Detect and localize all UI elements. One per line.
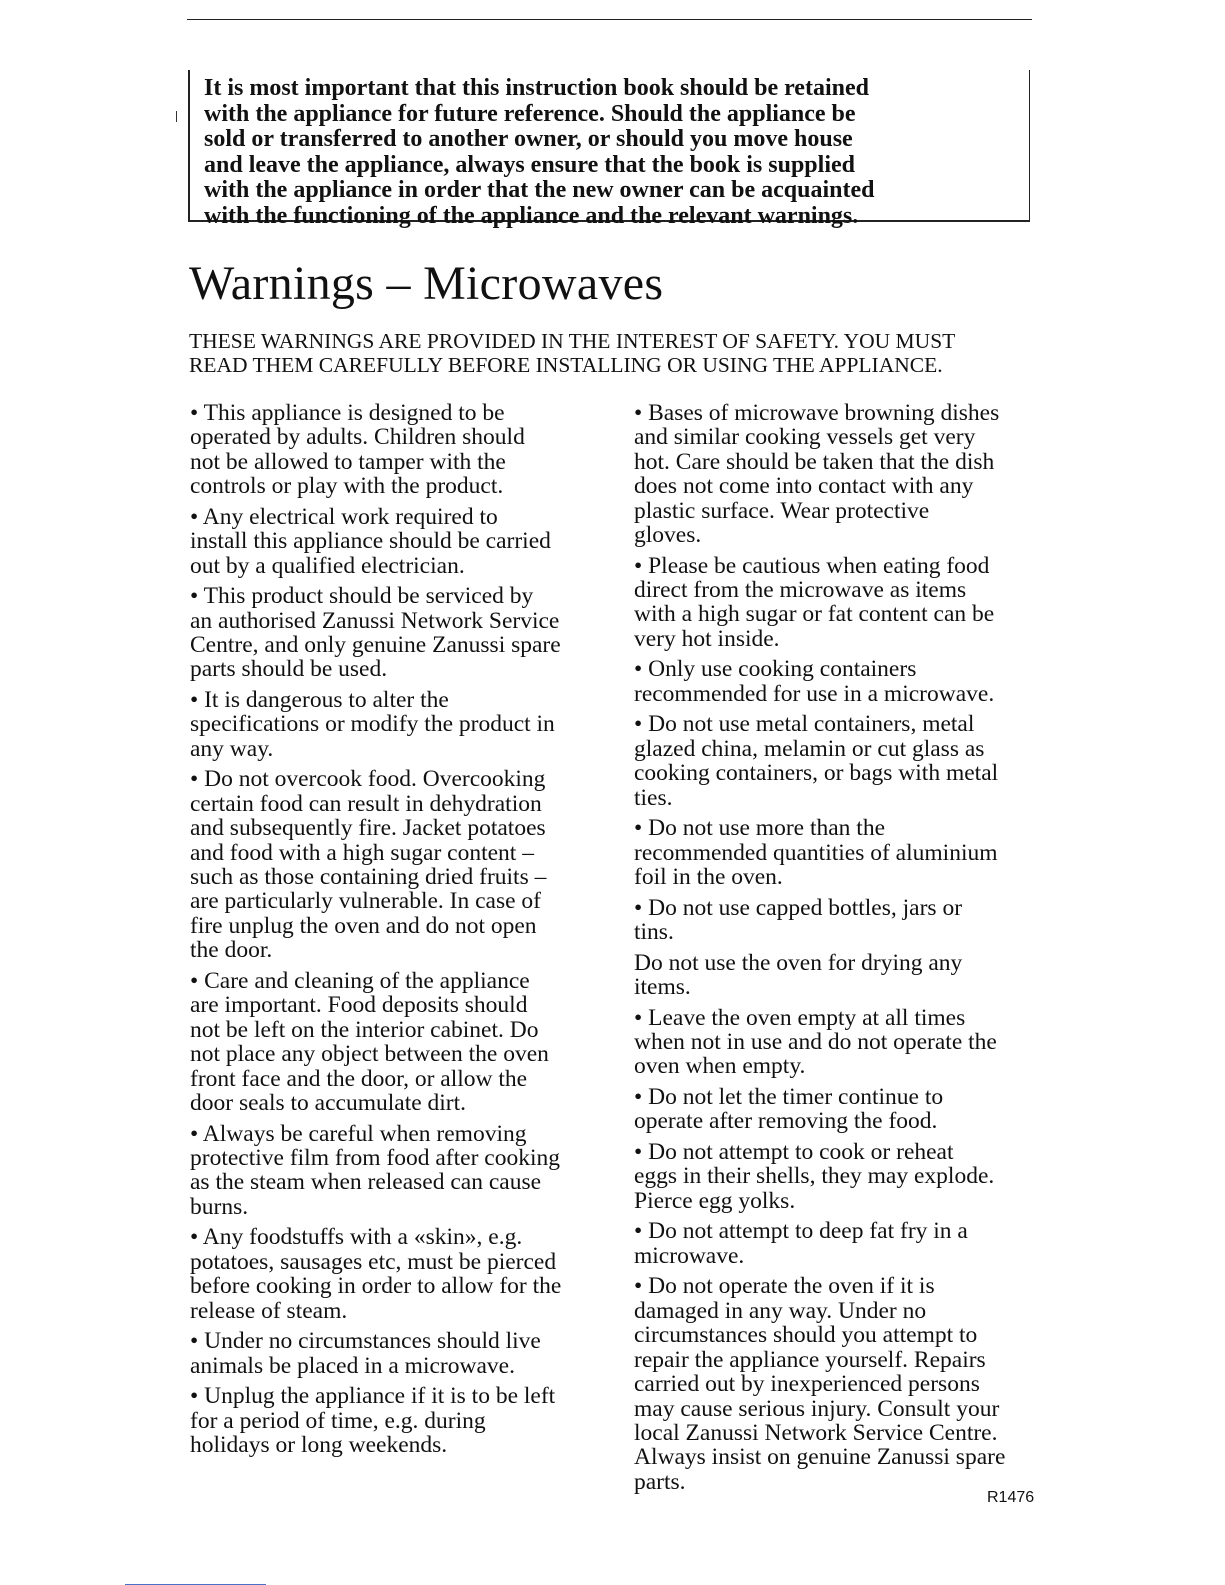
- warning-item: [190, 1122, 620, 1220]
- warning-line: Do not use the oven for drying any: [634, 949, 963, 976]
- warning-item: [190, 688, 620, 761]
- warning-line: • Do not use metal containers, metal: [634, 711, 975, 738]
- warning-line: very hot inside.: [634, 625, 780, 652]
- warning-line: before cooking in order to allow for the: [190, 1273, 562, 1300]
- warning-line: release of steam.: [190, 1297, 348, 1324]
- warning-line: and food with a high sugar content –: [190, 839, 534, 866]
- notice-line: with the functioning of the appliance and the relevant warnings.: [204, 202, 859, 229]
- warning-line: recommended for use in a microwave.: [634, 680, 995, 707]
- warning-line: • Any foodstuffs with a «skin», e.g.: [190, 1224, 523, 1251]
- notice-line: and leave the appliance, always ensure that the book is supplied: [204, 151, 855, 178]
- warning-item: [634, 1219, 1054, 1268]
- warning-line: and subsequently fire. Jacket potatoes: [190, 815, 546, 842]
- warning-line: • Leave the oven empty at all times: [634, 1004, 966, 1031]
- warning-line: • Under no circumstances should live: [190, 1328, 541, 1355]
- warning-line: cooking containers, or bags with metal: [634, 760, 999, 787]
- warning-line: • Do not use more than the: [634, 815, 886, 842]
- warning-item: [634, 896, 1054, 945]
- warning-item: [634, 1085, 1054, 1134]
- notice-line: with the appliance in order that the new owner can be acquainted: [204, 177, 875, 203]
- warning-line: plastic surface. Wear protective: [634, 497, 930, 524]
- retention-notice: [188, 70, 1030, 229]
- safety-intro: [189, 329, 955, 377]
- warning-item: [634, 1006, 1054, 1079]
- warning-item: [634, 401, 1054, 547]
- warning-line: • Bases of microwave browning dishes: [634, 400, 1000, 426]
- warning-line: • It is dangerous to alter the: [190, 687, 449, 714]
- warning-line: parts.: [634, 1468, 686, 1495]
- warning-item: [190, 505, 620, 578]
- warning-line: glazed china, melamin or cut glass as: [634, 735, 985, 762]
- warning-line: potatoes, sausages etc, must be pierced: [190, 1248, 557, 1275]
- warning-line: are particularly vulnerable. In case of: [190, 888, 542, 915]
- warning-line: certain food can result in dehydration: [190, 790, 542, 817]
- warning-line: are important. Food deposits should: [190, 992, 528, 1019]
- warning-line: operate after removing the food.: [634, 1108, 938, 1135]
- warning-line: for a period of time, e.g. during: [190, 1407, 486, 1434]
- warning-item: [190, 584, 620, 682]
- intro-line: READ THEM CAREFULLY BEFORE INSTALLING OR USING THE APPLIANCE.: [189, 353, 943, 377]
- warning-item: [634, 951, 1054, 1000]
- warning-line: Pierce egg yolks.: [634, 1187, 796, 1214]
- warning-line: fire unplug the oven and do not open: [190, 912, 537, 939]
- warning-item: [190, 1329, 620, 1378]
- warning-item: [190, 1225, 620, 1323]
- notice-line: sold or transferred to another owner, or should you move house: [204, 126, 853, 152]
- warning-line: burns.: [190, 1193, 249, 1220]
- warning-item: [634, 554, 1054, 652]
- warning-line: ties.: [634, 784, 673, 811]
- warning-line: front face and the door, or allow the: [190, 1065, 528, 1092]
- warning-line: • Any electrical work required to: [190, 503, 498, 530]
- warning-line: damaged in any way. Under no: [634, 1297, 927, 1324]
- warning-line: operated by adults. Children should: [190, 424, 525, 451]
- warning-line: eggs in their shells, they may explode.: [634, 1163, 995, 1190]
- warning-item: [634, 712, 1054, 810]
- warning-line: Centre, and only genuine Zanussi spare: [190, 632, 561, 659]
- warning-line: • This appliance is designed to be: [190, 400, 505, 426]
- warning-line: may cause serious injury. Consult your: [634, 1395, 1000, 1422]
- top-rule: [187, 19, 1032, 20]
- notice-line: It is most important that this instruction book should be retained: [204, 75, 869, 101]
- warning-line: items.: [634, 974, 691, 1001]
- warning-line: protective film from food after cooking: [190, 1144, 560, 1171]
- warning-line: • Do not overcook food. Overcooking: [190, 766, 546, 793]
- warning-line: repair the appliance yourself. Repairs: [634, 1346, 986, 1373]
- warning-line: with a high sugar or fat content can be: [634, 601, 995, 628]
- notice-line: with the appliance for future reference. Should the appliance be: [204, 100, 856, 127]
- warning-line: recommended quantities of aluminium: [634, 839, 998, 866]
- warning-line: circumstances should you attempt to: [634, 1322, 978, 1349]
- warning-line: • Always be careful when removing: [190, 1120, 527, 1147]
- warning-line: animals be placed in a microwave.: [190, 1352, 515, 1379]
- warning-item: [634, 657, 1054, 706]
- warning-item: [190, 401, 620, 499]
- warning-item: [634, 1140, 1054, 1213]
- warning-line: controls or play with the product.: [190, 473, 504, 500]
- warning-line: local Zanussi Network Service Centre.: [634, 1419, 998, 1446]
- warning-line: not place any object between the oven: [190, 1041, 549, 1068]
- warning-line: when not in use and do not operate the: [634, 1029, 997, 1056]
- warnings-left-column: [190, 401, 620, 1464]
- warning-line: not be allowed to tamper with the: [190, 448, 506, 475]
- warning-line: • Please be cautious when eating food: [634, 552, 990, 579]
- warning-line: hot. Care should be taken that the dish: [634, 448, 995, 475]
- warnings-right-column: [634, 401, 1054, 1500]
- warning-line: direct from the microwave as items: [634, 577, 967, 604]
- warning-line: an authorised Zanussi Network Service: [190, 607, 560, 634]
- warning-line: • Do not attempt to deep fat fry in a: [634, 1218, 968, 1245]
- warning-item: [190, 1384, 620, 1457]
- reference-code: R1476: [987, 1489, 1035, 1506]
- intro-line: THESE WARNINGS ARE PROVIDED IN THE INTEREST OF SAFETY. YOU MUST: [189, 329, 956, 353]
- warning-line: and similar cooking vessels get very: [634, 424, 976, 451]
- page-title: Warnings – Microwaves: [189, 257, 664, 310]
- warning-line: parts should be used.: [190, 656, 388, 683]
- warning-line: the door.: [190, 937, 273, 964]
- warning-line: microwave.: [634, 1242, 745, 1269]
- warning-line: foil in the oven.: [634, 864, 783, 891]
- warning-line: • This product should be serviced by: [190, 583, 534, 610]
- warning-line: any way.: [190, 735, 274, 762]
- margin-mark: [176, 111, 177, 122]
- warning-line: • Do not operate the oven if it is: [634, 1273, 935, 1300]
- warning-item: [190, 767, 620, 962]
- warning-line: such as those containing dried fruits –: [190, 864, 547, 891]
- warning-line: does not come into contact with any: [634, 473, 974, 500]
- warning-item: [634, 816, 1054, 889]
- warning-line: • Do not let the timer continue to: [634, 1084, 944, 1111]
- warning-line: oven when empty.: [634, 1053, 806, 1080]
- warning-line: • Care and cleaning of the appliance: [190, 967, 530, 994]
- warning-line: • Only use cooking containers: [634, 656, 917, 683]
- warning-line: specifications or modify the product in: [190, 711, 555, 738]
- warning-item: [190, 969, 620, 1115]
- warning-line: • Do not use capped bottles, jars or: [634, 894, 963, 921]
- warning-line: Always insist on genuine Zanussi spare: [634, 1444, 1006, 1471]
- warning-line: • Do not attempt to cook or reheat: [634, 1139, 954, 1166]
- warning-line: install this appliance should be carried: [190, 528, 551, 555]
- warning-line: holidays or long weekends.: [190, 1431, 448, 1458]
- warning-line: door seals to accumulate dirt.: [190, 1089, 467, 1116]
- warning-line: • Unplug the appliance if it is to be left: [190, 1383, 556, 1410]
- warning-line: tins.: [634, 919, 674, 946]
- warning-line: carried out by inexperienced persons: [634, 1371, 980, 1398]
- warning-line: not be left on the interior cabinet. Do: [190, 1016, 539, 1043]
- warning-item: [634, 1274, 1054, 1494]
- warning-line: out by a qualified electrician.: [190, 552, 465, 579]
- warning-line: as the steam when released can cause: [190, 1169, 542, 1196]
- warning-line: gloves.: [634, 522, 702, 549]
